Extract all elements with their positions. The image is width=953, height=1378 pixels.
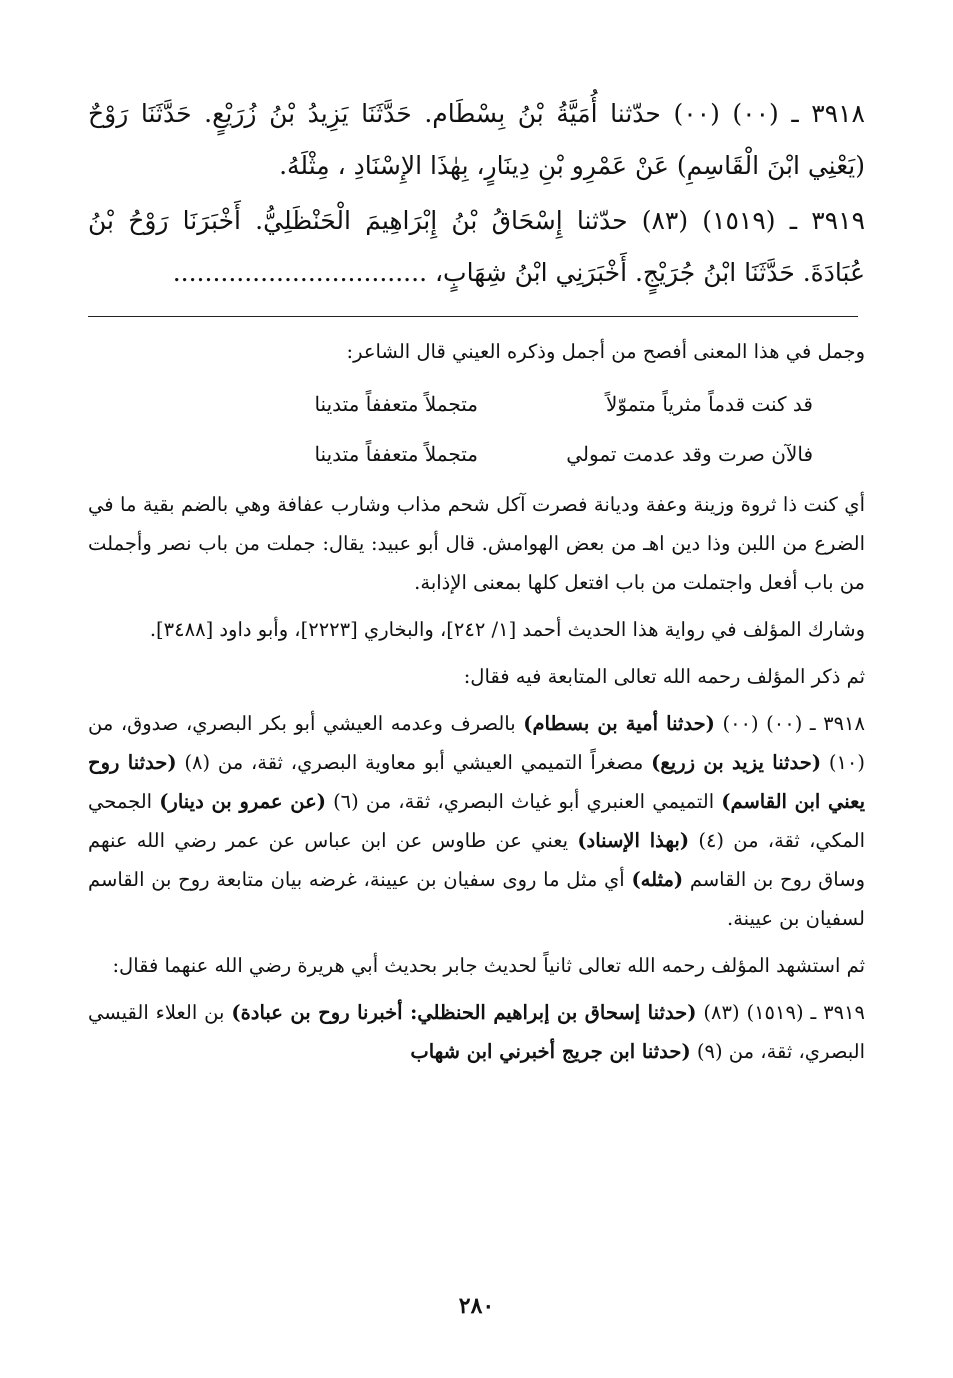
narrator-bold: (حدثنا ابن جريج أخبرني ابن شهاب (410, 1040, 691, 1063)
narrator-note: بن العلاء القيسي البصري، ثقة، من (٩) (88, 1001, 865, 1063)
narrator-bold: (حدثنا روح يعني ابن القاسم) (88, 751, 866, 813)
commentary-3919 (88, 993, 865, 1071)
commentary-3918 (88, 704, 865, 938)
narrator-note: يعني عن طاوس عن ابن عباس عن عمر رضي الله عنهم وساق روح بن القاسم (88, 829, 865, 891)
narrator-bold: (بهذا الإسناد) (577, 829, 690, 852)
narrator-note: بالصرف وعدمه العيشي أبو بكر البصري، صدوق، من (١٠) (88, 712, 866, 774)
poem-verse (88, 379, 865, 429)
narrator-bold: (حدثنا يزيد بن زريع) (651, 751, 822, 774)
mutabaa-intro: ثم ذكر المؤلف رحمه الله تعالى المتابعة فيه فقال: (463, 665, 865, 688)
narrator-note: مصغراً التميمي العيشي أبو معاوية البصري، ثقة، من (٨) (184, 751, 644, 774)
page-number: ٢٨٠ (458, 1293, 495, 1319)
narrator-note: أي مثل ما روى سفيان بن عيينة، غرضه بيان متابعة روح بن القاسم لسفيان بن عيينة. (88, 868, 865, 930)
narrator-bold: (عن عمرو بن دينار) (159, 790, 326, 813)
commentary-section (88, 332, 865, 1079)
hadith-3919-text (88, 195, 865, 299)
sharing-note: وشارك المؤلف في رواية هذا الحديث أحمد [١/ ٢٤٢]، والبخاري [٢٢٢٣]، وأبو داود [٣٤٨٨]. (149, 618, 865, 641)
verse-second-hemistich: متجملاً متعففاً متدينا (314, 442, 478, 466)
hadith-number: ٣٩١٩ ـ (١٥١٩) (٨٣) (703, 1001, 866, 1024)
narrator-note: التميمي العنبري أبو غياث البصري، ثقة، من (٦) (333, 790, 715, 813)
narrator-bold: (مثله) (631, 868, 684, 891)
hadith-3919-body: ٣٩١٩ ـ (١٥١٩) (٨٣) حدّثنا إِسْحَاقُ بْنُ إِبْرَاهِيمَ الْحَنْظَلِيُّ. أَخْبَرَنَا رَوْحُ بْنُ عُبَادَةَ. حَدَّثَنَا ابْنُ جُرَيْجٍ. أَخْبَرَنِي ابْنُ شِهَابٍ، (88, 206, 865, 287)
footnote-separator (88, 316, 858, 317)
narrator-note: الجمحي المكي، ثقة، من (٤) (88, 790, 866, 852)
hadith-3918-text: ٣٩١٨ ـ (٠٠) (٠٠) حدّثنا أُمَيَّةُ بْنُ بِسْطَام. حَدَّثَنَا يَزِيدُ بْنُ زُرَيْعٍ. حَدَّثَنَا رَوْحٌ (يَعْنِي ابْنَ الْقَاسِمِ) عَنْ عَمْرِو بْنِ دِينَارٍ، بِهٰذَا الإِسْنَادِ ، مِثْلَهُ. (88, 99, 865, 180)
narrator-bold: (حدثنا إسحاق بن إبراهيم الحنظلي: أخبرنا روح بن عبادة) (231, 1001, 697, 1024)
verse-first-hemistich: فالآن صرت وقد عدمت تمولي (566, 442, 813, 466)
hadith-number: ٣٩١٨ ـ (٠٠) (٠٠) (722, 712, 866, 735)
continuation-dots: ................................ (172, 258, 428, 287)
verse-first-hemistich: قد كنت قدماً مثرياً متموّلاً (605, 392, 813, 416)
narrator-bold: (حدثنا أمية بن بسطام) (523, 712, 715, 735)
istishhad-intro: ثم استشهد المؤلف رحمه الله تعالى ثانياً لحديث جابر بحديث أبي هريرة رضي الله عنهما فقال: (112, 954, 865, 977)
poem (88, 379, 865, 479)
verse-second-hemistich: متجملاً متعففاً متدينا (314, 392, 478, 416)
poem-verse (88, 429, 865, 479)
poem-explanation: أي كنت ذا ثروة وزينة وعفة وديانة فصرت آكل شحم مذاب وشارب عفافة وهي بالضم بقية ما في الضرع من اللبن وذا دين اهـ من بعض الهوامش. قال أبو عبيد: يقال: جملت من باب نصر وأجملت من باب أفعل واجتملت من باب افتعل كلها بمعنى الإذابة. (88, 493, 865, 594)
commentary-intro: وجمل في هذا المعنى أفصح من أجمل وذكره العيني قال الشاعر: (346, 340, 865, 363)
